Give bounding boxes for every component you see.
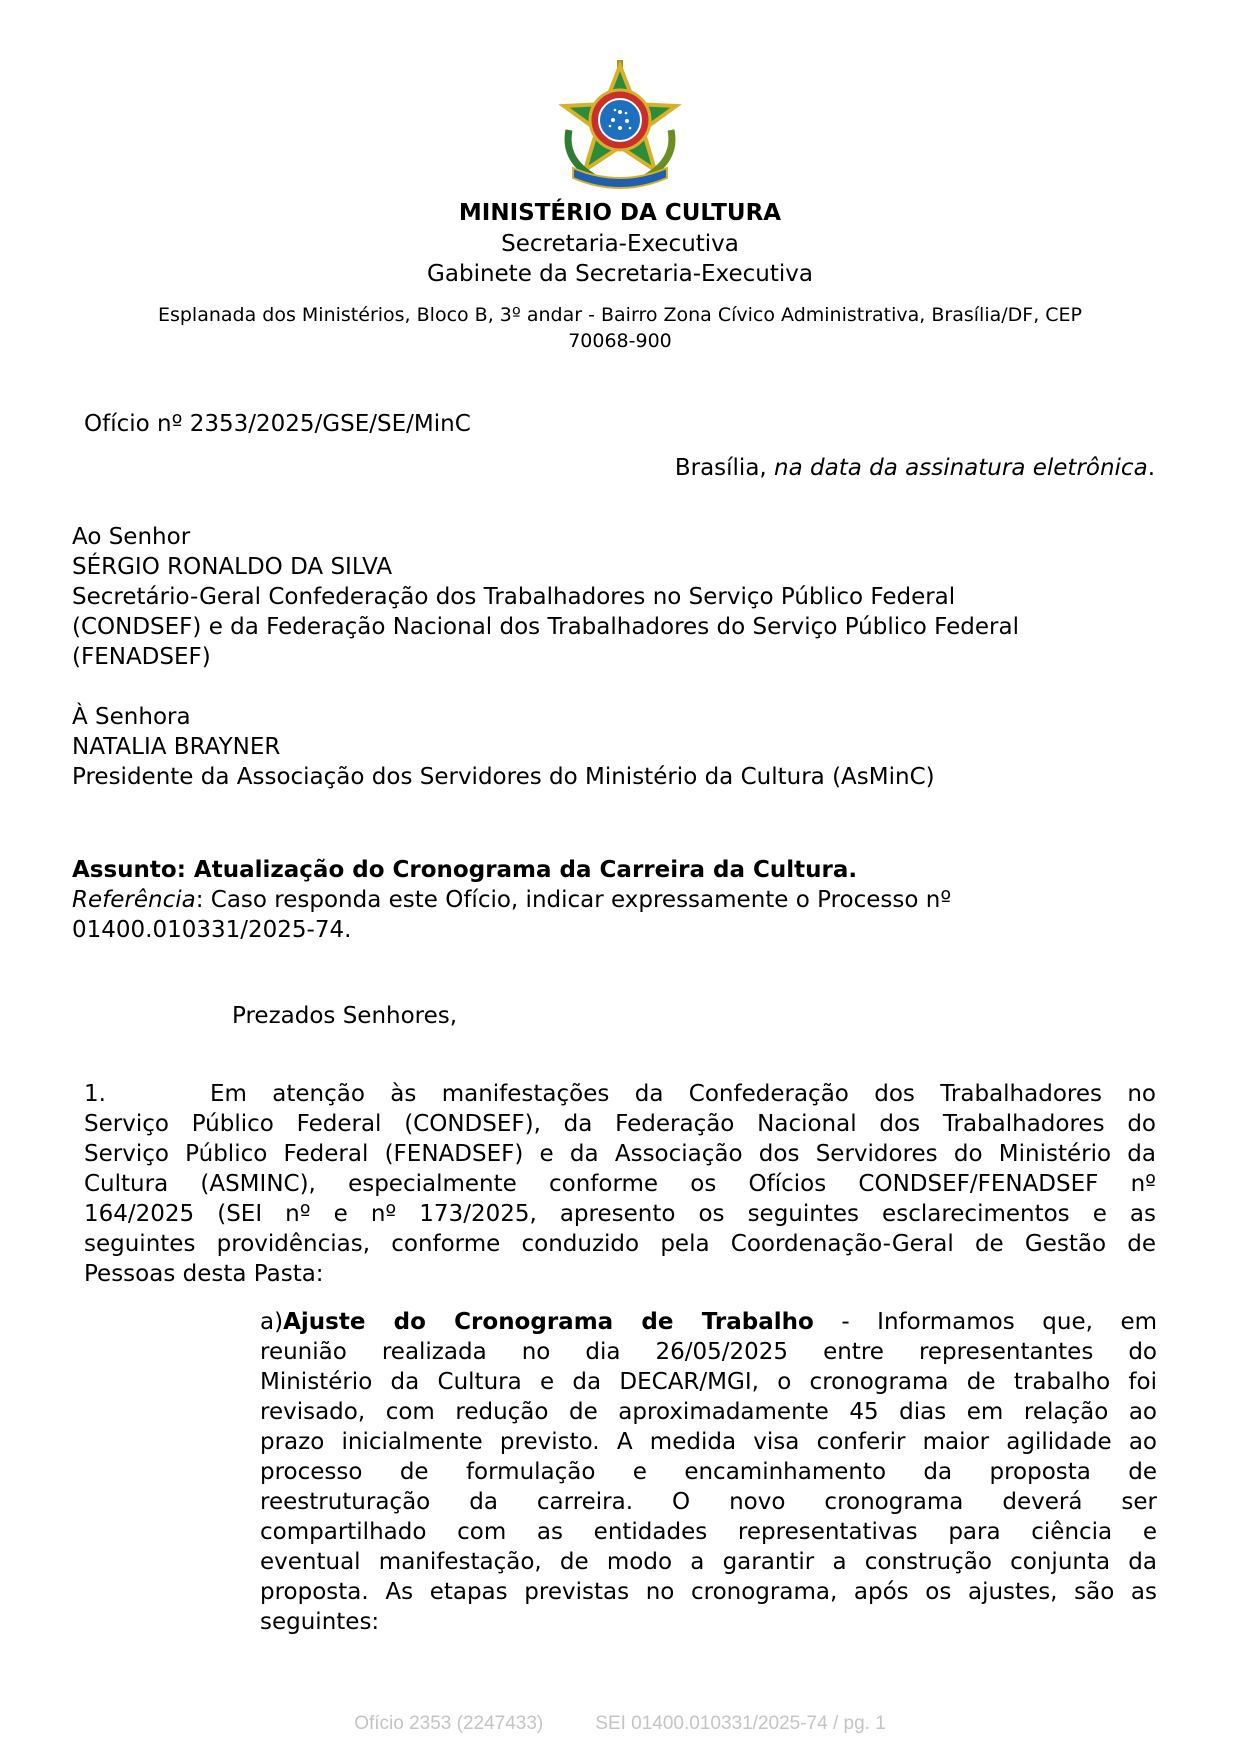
item-a-first-line bbox=[260, 1307, 1157, 1337]
paragraph-line bbox=[84, 1079, 1156, 1109]
paragraph-line: Pessoas desta Pasta: bbox=[84, 1261, 324, 1287]
page-footer bbox=[0, 1713, 1240, 1735]
subject-line: Assunto: Atualização do Cronograma da Carreira da Cultura. bbox=[72, 857, 858, 883]
item-a-line: eventual manifestação, de modo a garantir a construção conjunta da bbox=[260, 1549, 1157, 1575]
item-a-intro: - Informamos que, em bbox=[813, 1309, 1158, 1335]
paragraph-line: Cultura (ASMINC), especialmente conforme os Ofícios CONDSEF/FENADSEF nº bbox=[84, 1171, 1156, 1197]
paragraph-line: Serviço Público Federal (FENADSEF) e da Associação dos Servidores do Ministério da bbox=[84, 1141, 1156, 1167]
recipient-name: SÉRGIO RONALDO DA SILVA bbox=[72, 554, 393, 580]
item-a-title: Ajuste do Cronograma de Trabalho bbox=[283, 1309, 814, 1335]
date-line bbox=[675, 455, 1155, 481]
brazil-coat-of-arms-icon bbox=[555, 60, 685, 190]
reference-line bbox=[72, 885, 951, 915]
secretariat-name: Secretaria-Executiva bbox=[501, 231, 739, 257]
recipient-title-line: (CONDSEF) e da Federação Nacional dos Trabalhadores do Serviço Público Federal bbox=[72, 614, 1019, 640]
item-a-label: a) bbox=[260, 1309, 284, 1335]
cabinet-name: Gabinete da Secretaria-Executiva bbox=[427, 261, 813, 287]
ministry-address bbox=[0, 302, 1240, 354]
item-a-line: compartilhado com as entidades representativas para ciência e bbox=[260, 1519, 1157, 1545]
item-a-line: processo de formulação e encaminhamento da proposta de bbox=[260, 1459, 1157, 1485]
footer-document-id: Ofício 2353 (2247433) bbox=[354, 1713, 544, 1734]
paragraph-line: seguintes providências, conforme conduzido pela Coordenação-Geral de Gestão de bbox=[84, 1231, 1156, 1257]
item-a-line: revisado, com redução de aproximadamente 45 dias em relação ao bbox=[260, 1399, 1157, 1425]
recipient-1 bbox=[72, 522, 1019, 672]
recipient-salutation: Ao Senhor bbox=[72, 524, 191, 550]
reference-text: : Caso responda este Ofício, indicar expressamente o Processo nº bbox=[195, 887, 952, 913]
oficio-number: Ofício nº 2353/2025/GSE/SE/MinC bbox=[84, 411, 471, 437]
item-a-line: seguintes: bbox=[260, 1609, 380, 1635]
recipient-title-line: Presidente da Associação dos Servidores do Ministério da Cultura (AsMinC) bbox=[72, 764, 935, 790]
paragraph-text: Em atenção às manifestações da Confederação dos Trabalhadores no bbox=[209, 1081, 1156, 1107]
paragraph-line: Serviço Público Federal (CONDSEF), da Federação Nacional dos Trabalhadores do bbox=[84, 1111, 1156, 1137]
footer-process-page: SEI 01400.010331/2025-74 / pg. 1 bbox=[595, 1713, 886, 1734]
date-city: Brasília, bbox=[674, 455, 775, 481]
date-end: . bbox=[1147, 455, 1155, 481]
greeting: Prezados Senhores, bbox=[232, 1003, 458, 1029]
subject-block bbox=[72, 855, 951, 945]
recipient-title-line: (FENADSEF) bbox=[72, 644, 211, 670]
address-line-1: Esplanada dos Ministérios, Bloco B, 3º andar - Bairro Zona Cívico Administrativa, Brasília/DF, CEP bbox=[157, 304, 1083, 326]
item-a-line: reestruturação da carreira. O novo cronograma deverá ser bbox=[260, 1489, 1157, 1515]
date-text: na data da assinatura eletrônica bbox=[774, 455, 1148, 481]
item-a-line: prazo inicialmente previsto. A medida visa conferir maior agilidade ao bbox=[260, 1429, 1157, 1455]
recipient-name: NATALIA BRAYNER bbox=[72, 734, 281, 760]
item-a bbox=[260, 1307, 1157, 1637]
item-a-line: proposta. As etapas previstas no cronograma, após os ajustes, são as bbox=[260, 1579, 1157, 1605]
recipient-title-line: Secretário-Geral Confederação dos Trabalhadores no Serviço Público Federal bbox=[72, 584, 956, 610]
recipient-2 bbox=[72, 702, 935, 792]
ministry-name: MINISTÉRIO DA CULTURA bbox=[458, 200, 782, 226]
paragraph-1 bbox=[84, 1079, 1156, 1289]
item-a-line: Ministério da Cultura e da DECAR/MGI, o cronograma de trabalho foi bbox=[260, 1369, 1157, 1395]
reference-label: Referência bbox=[72, 887, 196, 913]
reference-process: 01400.010331/2025-74. bbox=[72, 917, 352, 943]
item-a-line: reunião realizada no dia 26/05/2025 entre representantes do bbox=[260, 1339, 1157, 1365]
paragraph-line: 164/2025 (SEI nº e nº 173/2025, apresento os seguintes esclarecimentos e as bbox=[84, 1201, 1156, 1227]
recipient-salutation: À Senhora bbox=[72, 704, 191, 730]
address-line-2: 70068-900 bbox=[568, 330, 672, 352]
paragraph-number: 1. bbox=[84, 1081, 106, 1107]
